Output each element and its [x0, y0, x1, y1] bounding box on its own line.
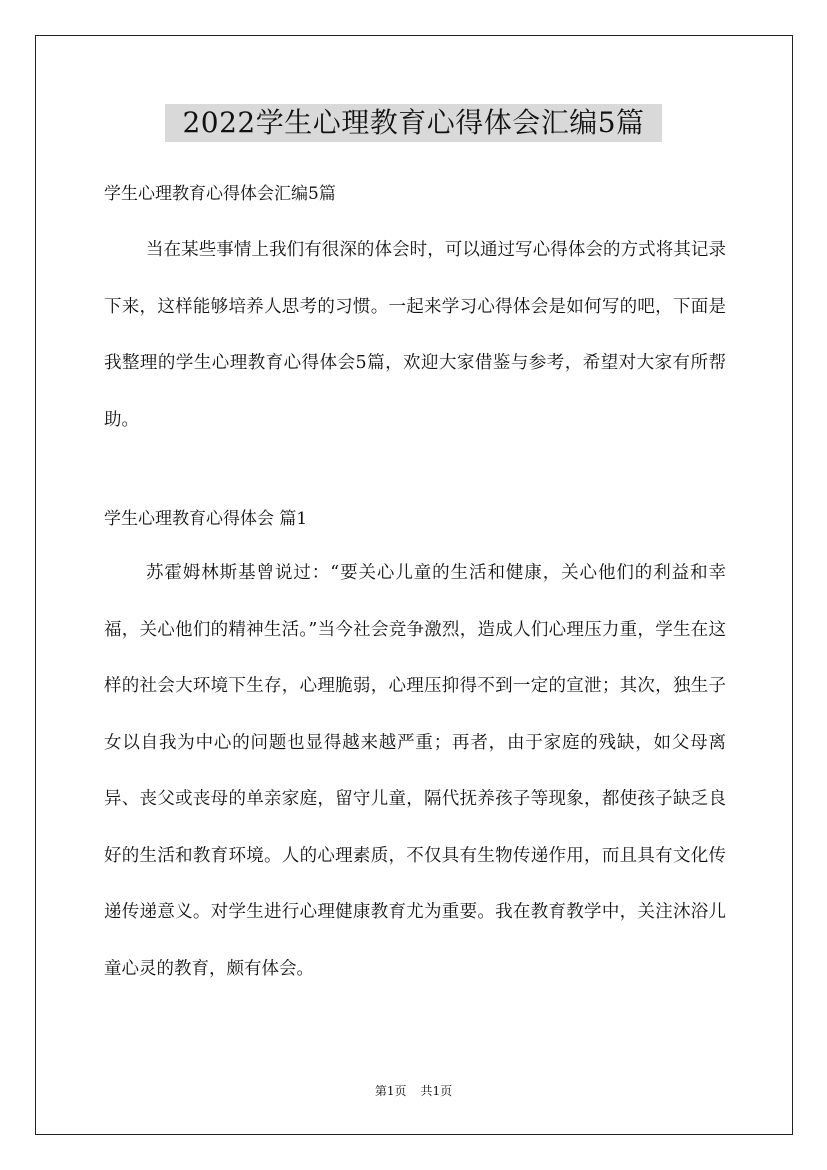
document-subtitle: 学生心理教育心得体会汇编5篇: [104, 184, 336, 204]
page-footer: [0, 1082, 827, 1100]
section-heading-1: 学生心理教育心得体会 篇1: [104, 509, 308, 529]
page-number: 第1页: [374, 1084, 407, 1098]
section-paragraph-1: 苏霍姆林斯基曾说过：“要关心儿童的生活和健康，关心他们的利益和幸福，关心他们的精神生活。”当今社会竞争激烈，造成人们心理压力重，学生在这样的社会大环境下生存，心理脆弱，心理压抑得不到一定的宣泄；其次，独生子女以自我为中心的问题也显得越来越严重；再者，由于家庭的残缺，如父母离异、丧父或丧母的单亲家庭，留守儿童，隔代抚养孩子等现象，都使孩子缺乏良好的生活和教育环境。人的心理素质，不仅具有生物传递作用，而且具有文化传递传递意义。对学生进行心理健康教育尤为重要。我在教育教学中，关注沐浴儿童心灵的教育，颇有体会。: [104, 563, 726, 979]
intro-paragraph: 当在某些事情上我们有很深的体会时，可以通过写心得体会的方式将其记录下来，这样能够培养人思考的习惯。一起来学习心得体会是如何写的吧，下面是我整理的学生心理教育心得体会5篇，欢迎大家借鉴与参考，希望对大家有所帮助。: [104, 240, 726, 430]
page-total: 共1页: [420, 1084, 453, 1098]
document-title: 2022学生心理教育心得体会汇编5篇: [165, 104, 662, 142]
